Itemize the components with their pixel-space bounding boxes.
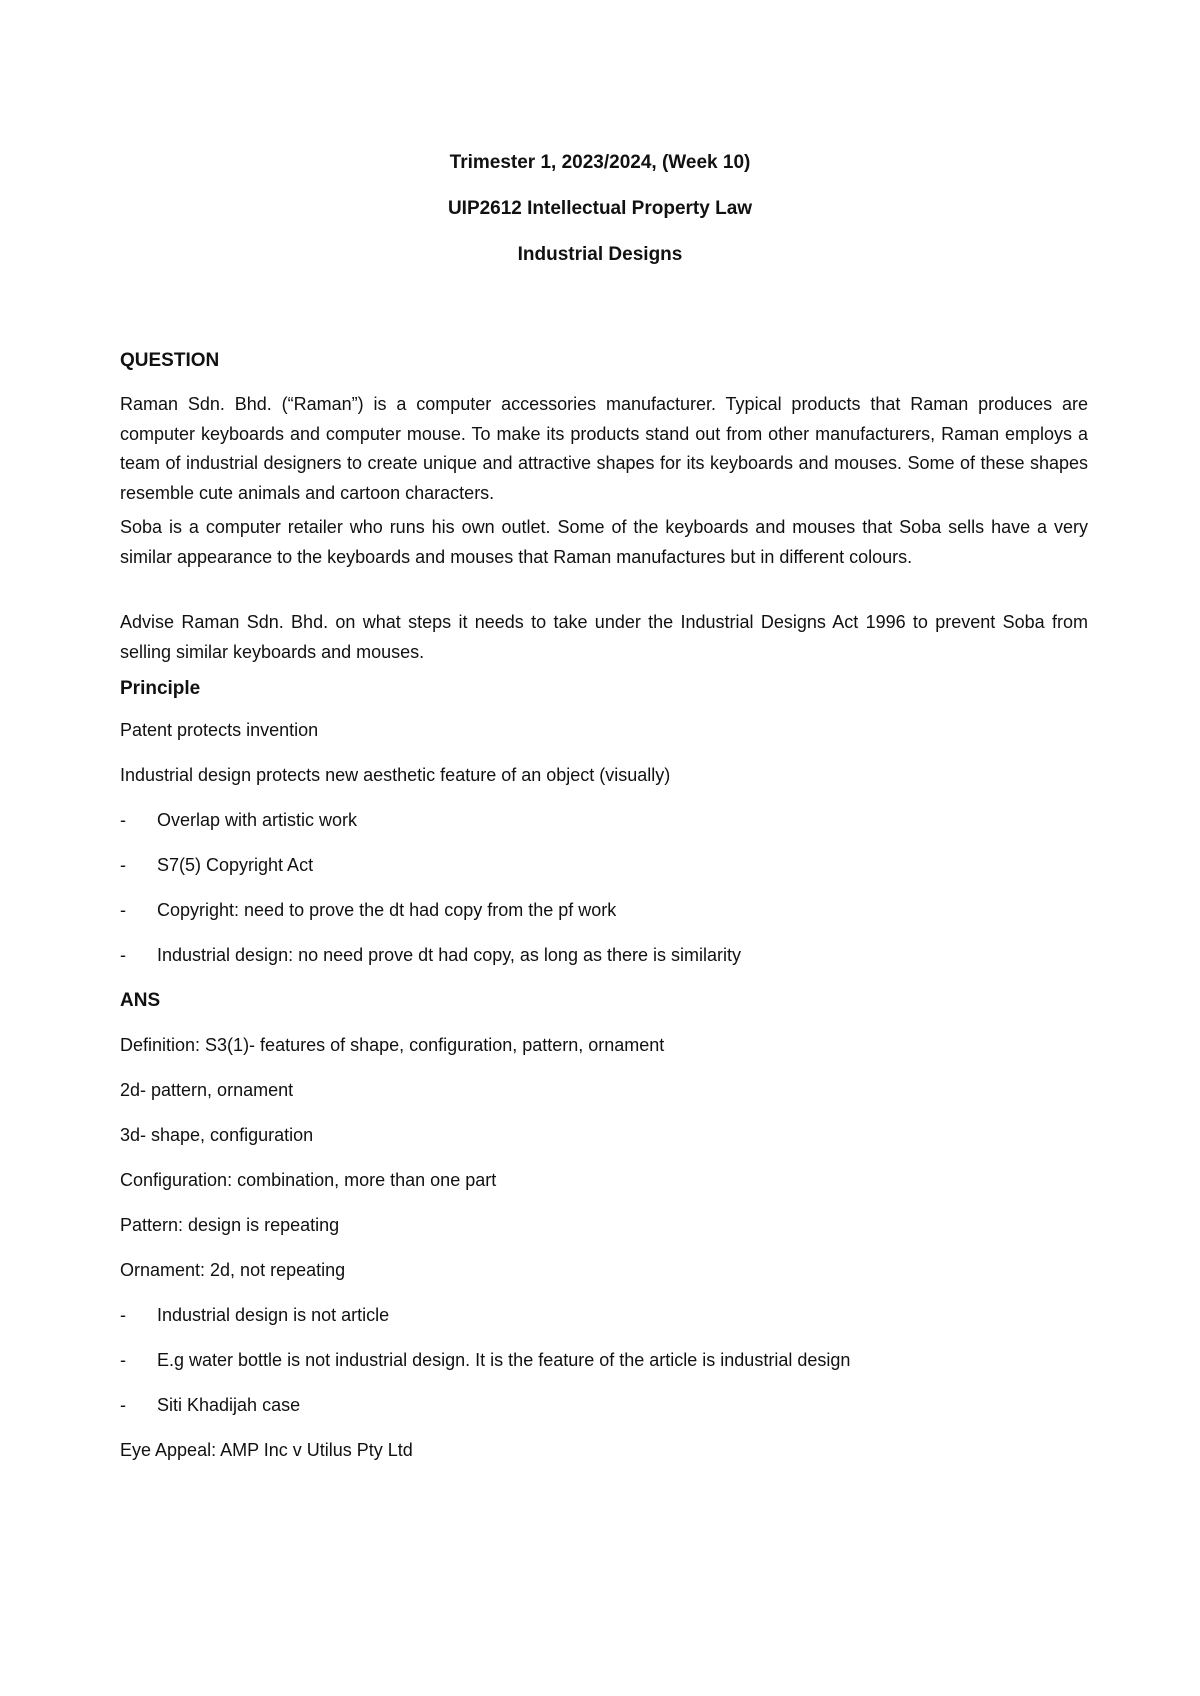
ans-line: Ornament: 2d, not repeating [120,1260,346,1280]
principle-heading: Principle [120,678,201,699]
bullet-marker: - [120,855,126,875]
question-paragraph: Soba is a computer retailer who runs his own outlet. Some of the keyboards and mouses that Soba sells have a very similar appearance to the keyboards and mouses that Raman manufactures but in different colours. [120,517,1088,567]
question-paragraph: Advise Raman Sdn. Bhd. on what steps it needs to take under the Industrial Designs Act 1996 to prevent Soba from selling similar keyboards and mouses. [120,612,1088,662]
bullet-marker: - [120,1350,126,1370]
bullet-marker: - [120,810,126,830]
bullet-marker: - [120,1395,126,1415]
bullet-marker: - [120,900,126,920]
question-heading: QUESTION [120,350,220,371]
bullet-text: E.g water bottle is not industrial design. It is the feature of the article is industrial design [157,1350,851,1370]
question-paragraph: Raman Sdn. Bhd. (“Raman”) is a computer accessories manufacturer. Typical products that Raman produces are computer keyboards and computer mouse. To make its products stand out from other manufacturers, Raman employs a team of industrial designers to create unique and attractive shapes for its keyboards and mouses. Some of these shapes resemble cute animals and cartoon characters. [120,394,1088,503]
ans-line: Configuration: combination, more than one part [120,1170,497,1190]
ans-line: Pattern: design is repeating [120,1215,340,1235]
ans-last-line: Eye Appeal: AMP Inc v Utilus Pty Ltd [120,1440,413,1460]
bullet-text: Industrial design: no need prove dt had copy, as long as there is similarity [157,945,741,965]
header-topic: Industrial Designs [517,244,683,265]
ans-bullet [120,1350,850,1371]
principle-bullet [120,900,616,921]
ans-bullet [120,1305,389,1326]
bullet-text: Copyright: need to prove the dt had copy from the pf work [157,900,617,920]
ans-bullet [120,1395,300,1416]
bullet-text: Siti Khadijah case [157,1395,301,1415]
bullet-marker: - [120,1305,126,1325]
bullet-text: S7(5) Copyright Act [157,855,314,875]
principle-bullet [120,810,357,831]
principle-bullet [120,945,741,966]
principle-line: Patent protects invention [120,720,319,740]
ans-line: 2d- pattern, ornament [120,1080,294,1100]
bullet-text: Overlap with artistic work [157,810,358,830]
principle-line: Industrial design protects new aesthetic feature of an object (visually) [120,765,671,785]
header-trimester: Trimester 1, 2023/2024, (Week 10) [449,152,751,173]
principle-bullet [120,855,313,876]
header-course: UIP2612 Intellectual Property Law [447,198,753,219]
bullet-marker: - [120,945,126,965]
ans-heading: ANS [120,990,161,1011]
ans-line: Definition: S3(1)- features of shape, configuration, pattern, ornament [120,1035,665,1055]
ans-line: 3d- shape, configuration [120,1125,314,1145]
bullet-text: Industrial design is not article [157,1305,390,1325]
